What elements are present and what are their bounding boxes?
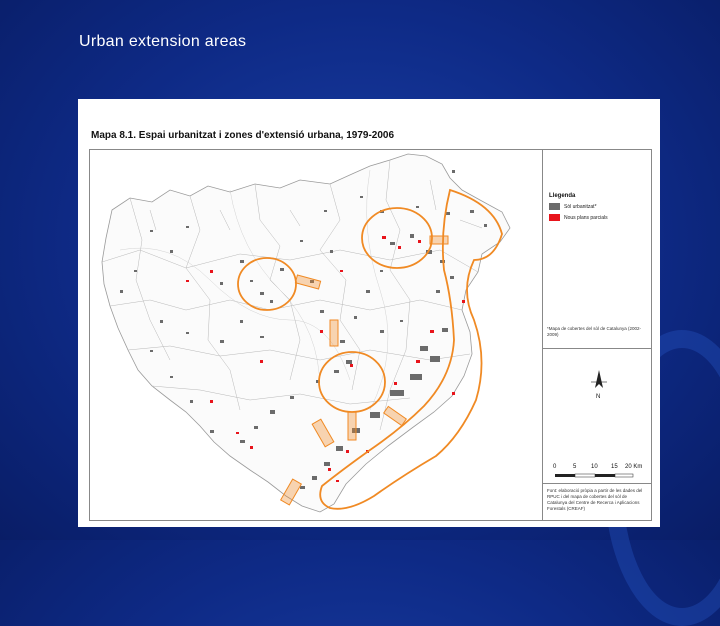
scale-tick: 10 (591, 464, 598, 470)
legend-swatch-new-plans (549, 214, 560, 221)
legend-swatch-urban (549, 203, 560, 210)
slide-title: Urban extension areas (79, 33, 247, 50)
map-area (89, 149, 543, 521)
scale-bar (555, 473, 635, 479)
scale-tick: 0 (553, 464, 557, 470)
legend-panel (542, 149, 652, 521)
scale-tick: 5 (573, 464, 577, 470)
north-label: N (596, 394, 601, 400)
scale-labels (553, 464, 643, 472)
region-outline (102, 154, 510, 512)
legend-title: Llegenda (549, 193, 576, 199)
north-arrow (589, 368, 609, 402)
map-figure (78, 99, 660, 527)
legend-label: Sòl urbanitzat* (564, 203, 597, 210)
map-title: Mapa 8.1. Espai urbanitzat i zones d'extensió urbana, 1979-2006 (91, 130, 395, 141)
legend-item-new-plans (549, 214, 608, 221)
scale-tick: 15 (611, 464, 618, 470)
legend-section (543, 150, 651, 349)
legend-divider (543, 483, 651, 484)
legend-label: Nous plans parcials (564, 214, 608, 221)
scale-tick: 20 Km (625, 464, 643, 470)
legend-item-urban (549, 203, 597, 210)
map-source: Font: elaboració pròpia a partir de les dades del RPUC i del mapa de cobertes del sòl de Catalunya del Centre de Recerca i Aplicacions Forestals (CREAF) (547, 488, 643, 511)
map-svg (90, 150, 542, 520)
legend-footnote: *Mapa de cobertes del sòl de Catalunya (2002-2009) (547, 326, 642, 337)
